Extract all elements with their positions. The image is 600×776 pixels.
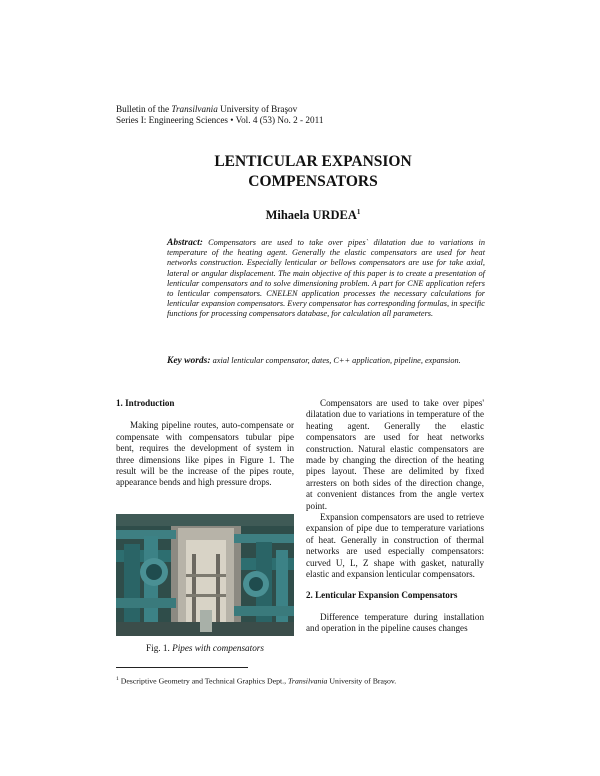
abstract-text: Compensators are used to take over pipes` dilatation due to variations in temperature of the heating agent. Generally the elastic compensators are used for heat networks construction. Especially lenticular or bellows compensators are use for take axial, lateral or angular displacement. The main objective of this paper is to create a presentation of lenticular compensators and to solve dimensioning problem. A part for CNE application refers to lenticular compensators. CNELEN application processes the necessary calculations for lenticular expansion compensators. Every compensator has corresponding formulas, in specific functions for processing compensators database, for calculation all parameters. [167,238,485,319]
journal-header-line1: Bulletin of the Transilvania University of Braşov [116,104,298,114]
figure-caption: Fig. 1. Pipes with compensators [146,643,264,653]
paragraph: Difference temperature during installation and operation in the pipeline causes changes [306,611,484,634]
paragraph: Expansion compensators are used to retrieve expansion of pipe due to temperature variations of heat. Generally in construction of thermal networks are used especially compensators: curved U, L, Z shape with gasket, naturally elastic and expansion lenticular compensators. [306,512,484,580]
right-column [306,398,484,635]
keywords-text: axial lenticular compensator, dates, C++ application, pipeline, expansion. [212,356,461,365]
paper-title: LENTICULAR EXPANSION COMPENSATORS [214,153,412,190]
journal-header-line2: Series I: Engineering Sciences • Vol. 4 (53) No. 2 - 2011 [116,115,324,125]
figure-pipes-photo [116,514,294,636]
footnote-rule [116,667,248,668]
keywords-label: Key words: [167,356,211,366]
paragraph: Compensators are used to take over pipes' dilatation due to variations in temperature of the heating agent. Generally the elastic compensators are used for heat networks construction. Natural elastic compensators are made by changing the direction of the heating pipes layout. These are delimited by fixed arresters on both sides of the direction change, at convenient distances from the angle vertex point. [306,398,484,511]
abstract [167,238,485,320]
footnote: $^1$ Descriptive Geometry and Technical Graphics Dept., Transilvania University of Braşov. [116,676,397,686]
paragraph: Making pipeline routes, auto-compensate or compensate with compensators tubular pipe bent, requires the development of system in three dimensions like pipes in Figure 1. The result will be the increase of the pipes route, appearance bends and high pressure drops. [116,420,294,488]
section-heading: 2. Lenticular Expansion Compensators [306,589,458,600]
affiliation-mark: 1 [356,208,361,216]
journal-header [116,104,323,126]
section-introduction [116,398,294,489]
section-heading: 1. Introduction [116,398,175,408]
author-name: Mihaela URDEA$^1$ [265,208,361,223]
abstract-label: Abstract: [167,238,203,248]
keywords [167,356,485,366]
